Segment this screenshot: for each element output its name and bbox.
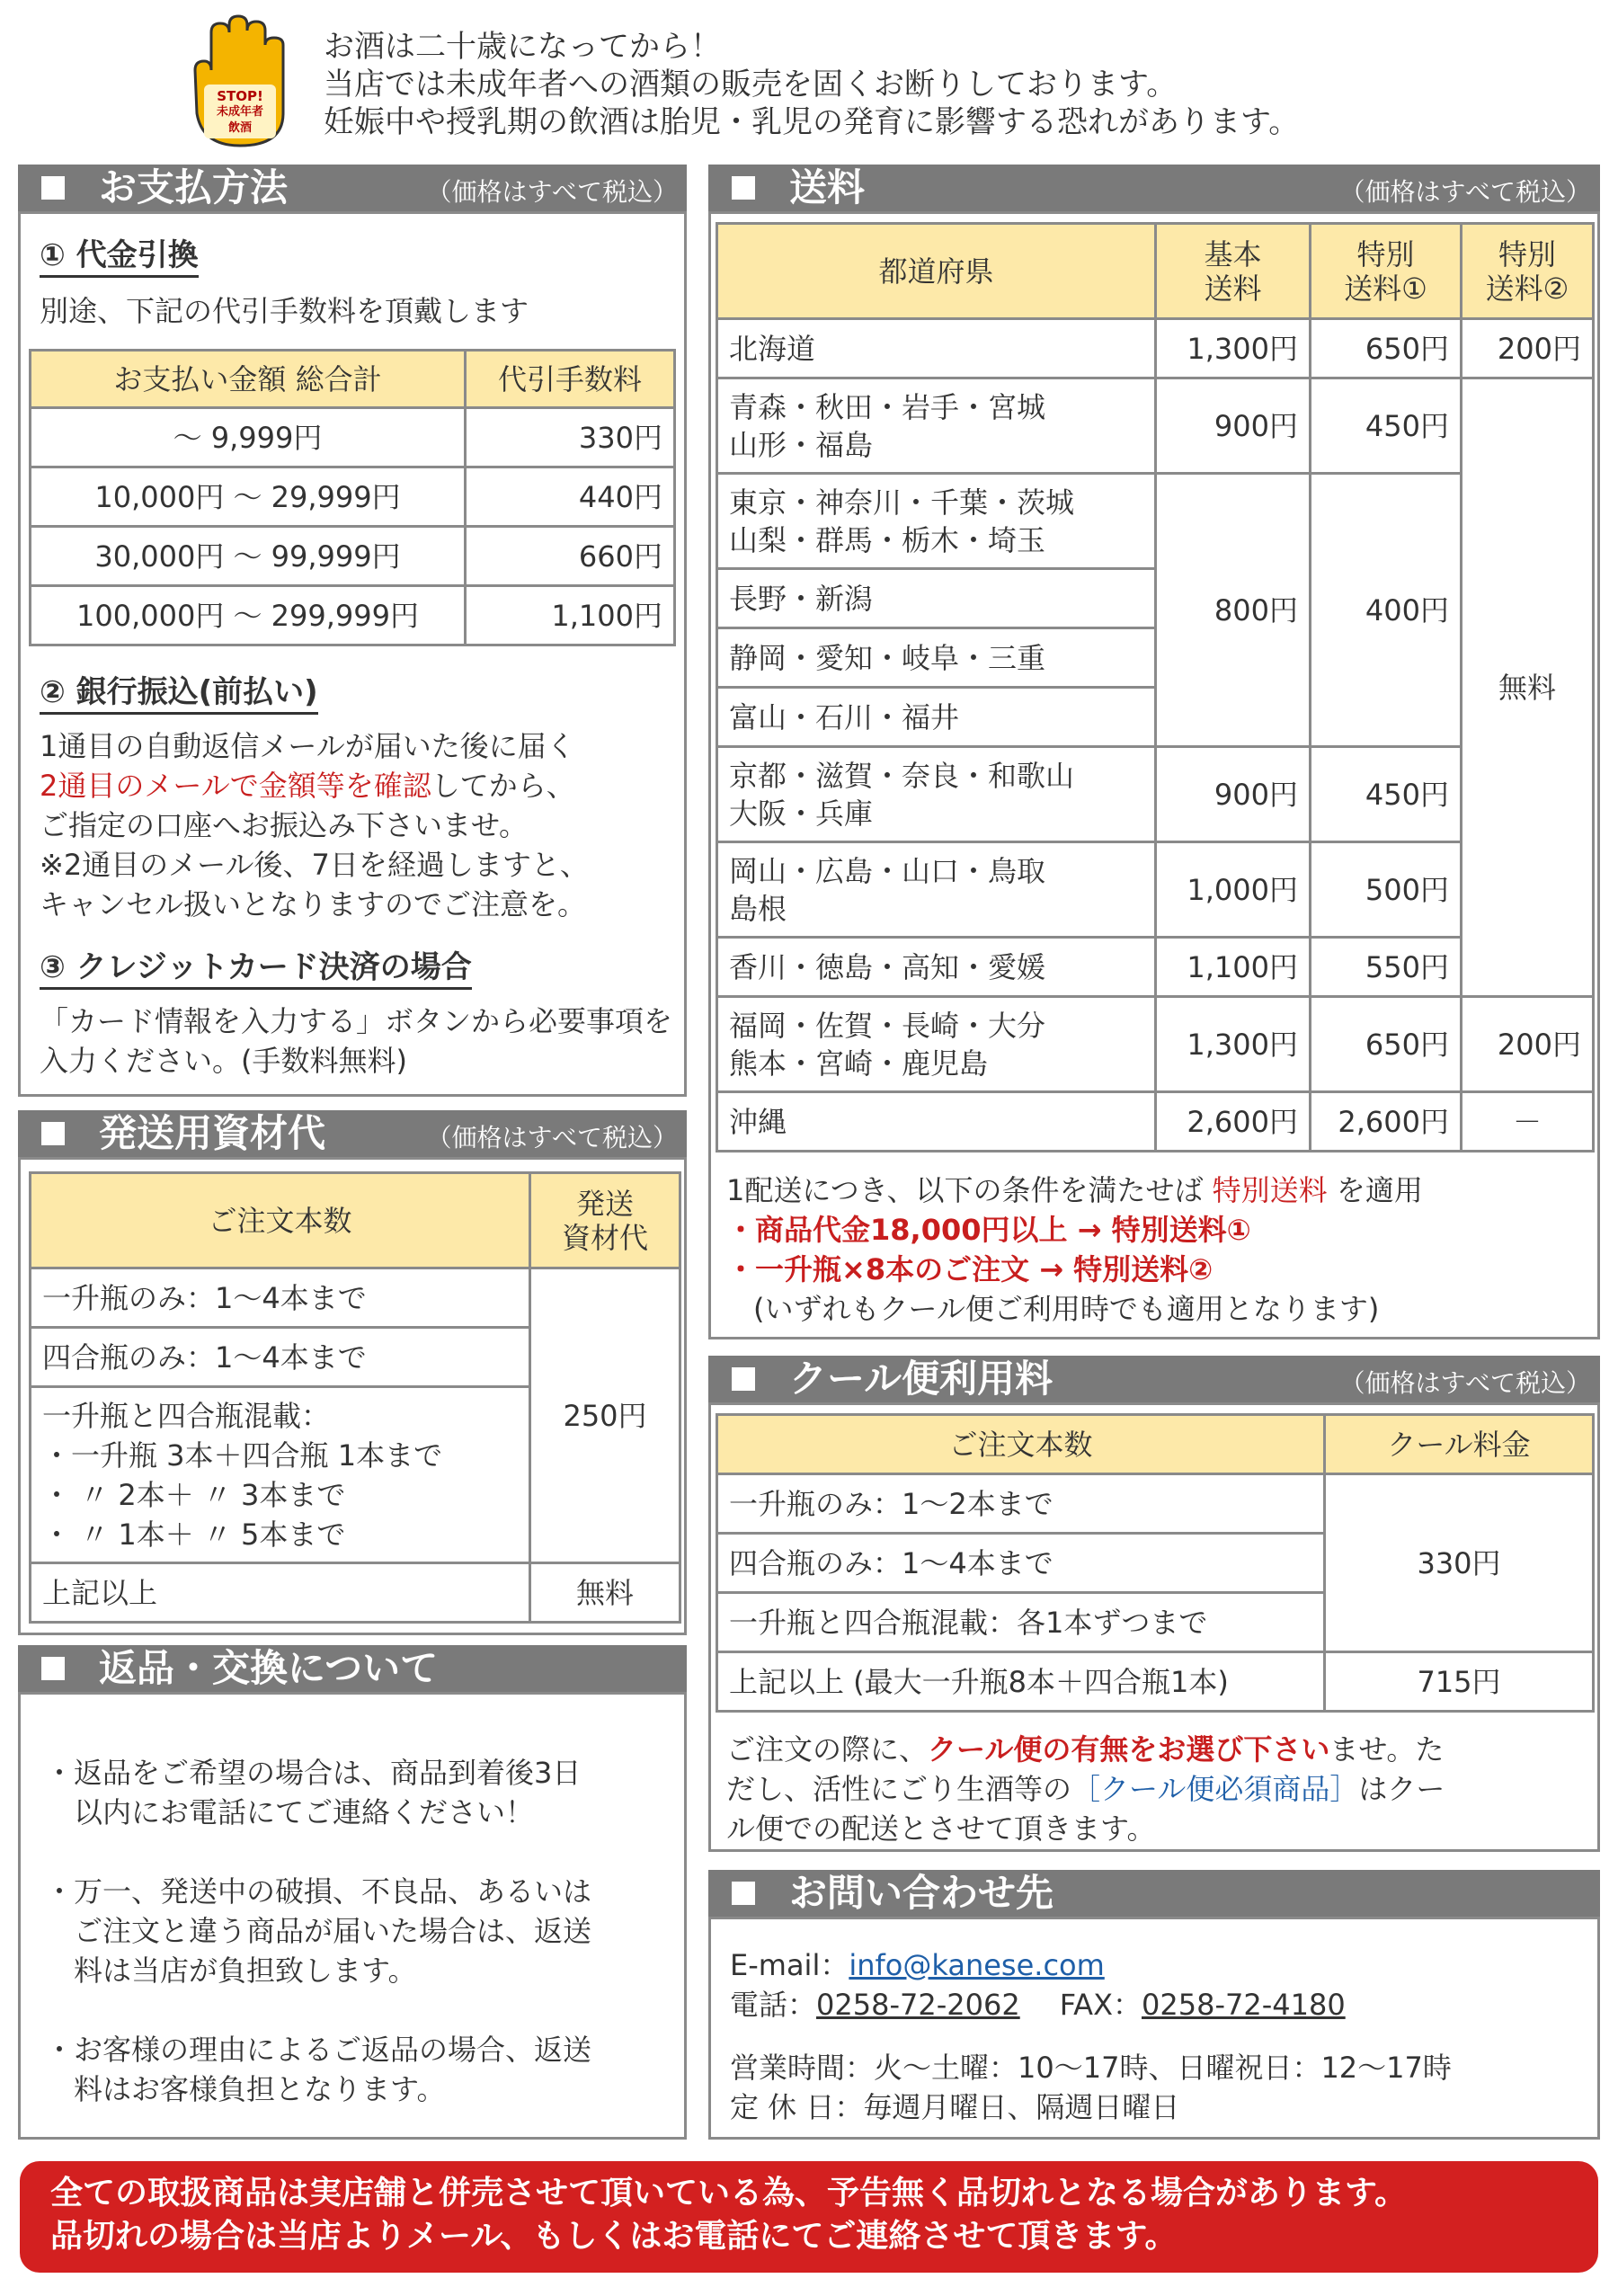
cond-c: を適用 [1336, 1173, 1423, 1207]
cond-b: 特別送料 [1212, 1173, 1328, 1207]
materials-price: 250円 [530, 1268, 680, 1563]
materials-col-price: 発送 資材代 [530, 1173, 680, 1268]
ship-pref-line: 京都・滋賀・奈良・和歌山 [729, 758, 1075, 793]
cool-table [716, 1413, 1595, 1713]
returns-item-2b: ご注文と違う商品が届いた場合は、返送 [74, 1914, 592, 1948]
bank-heading: ② 銀行振込(前払い) [40, 672, 318, 715]
materials-above-price: 無料 [530, 1563, 680, 1623]
tel-link[interactable]: 0258-72-2062 [816, 1988, 1020, 2022]
cool-n1c: ませ。た [1329, 1732, 1445, 1766]
ship-basic: 900円 [1156, 378, 1311, 474]
cod-fee: 330円 [466, 408, 675, 467]
cool-n1b: クール便の有無をお選び下さい [928, 1732, 1330, 1766]
cod-fee: 440円 [466, 467, 675, 527]
ship-pref-line: 島根 [729, 891, 787, 926]
notice-line-1: 全ての取扱商品は実店舗と併売させて頂いている為、予告無く品切れとなる場合があります。 [50, 2175, 1408, 2211]
ship-basic: 1,300円 [1156, 997, 1311, 1092]
contact-hours: 営業時間：火～土曜：10～17時、日曜祝日：12～17時 [730, 2051, 1452, 2085]
bank-line-2-rest: してから、 [431, 769, 575, 803]
ship-basic: 1,100円 [1156, 938, 1311, 997]
cool-note-3: ル便での配送とさせて頂きます。 [726, 1811, 1156, 1846]
cool-n2b[interactable]: ［クール便必須商品］ [1071, 1772, 1359, 1806]
bank-line-5: キャンセル扱いとなりますのでご注意を。 [40, 887, 587, 921]
contact-closed: 定 休 日：毎週月曜日、隔週日曜日 [730, 2090, 1180, 2124]
cool-n2a: だし、活性にごり生酒等の [726, 1772, 1072, 1806]
materials-note: （価格はすべて税込） [426, 1123, 678, 1152]
returns-item-1b: 以内にお電話にてご連絡ください！ [74, 1795, 535, 1829]
ship-pref-line: 東京・神奈川・千葉・茨城 [729, 485, 1075, 520]
materials-row: 四合瓶のみ：1～4本まで [31, 1328, 530, 1387]
payment-note: （価格はすべて税込） [426, 177, 678, 207]
ship-basic: 900円 [1156, 747, 1311, 842]
ship-condition-1: ・商品代金18,000円以上 → 特別送料① [726, 1213, 1251, 1247]
ship-pref [717, 747, 1156, 842]
ship-sp1: 450円 [1311, 378, 1462, 474]
cool-above-price: 715円 [1325, 1652, 1594, 1712]
returns-item-3a: ・お客様の理由によるご返品の場合、返送 [45, 2033, 592, 2067]
contact-header [708, 1870, 1600, 1917]
returns-header [18, 1645, 687, 1692]
ship-sp2: 200円 [1462, 319, 1594, 378]
tel-label: 電話： [730, 1988, 817, 2022]
ship-pref-line: 大阪・兵庫 [729, 796, 874, 831]
ship-sp2-free: 無料 [1462, 378, 1594, 997]
mixed-line: ・一升瓶 3本＋四合瓶 1本まで [42, 1437, 443, 1473]
notice-line-2: 品切れの場合は当店よりメール、もしくはお電話にてご連絡させて頂きます。 [50, 2218, 1178, 2255]
cool-row: 一升瓶のみ：1～2本まで [717, 1474, 1325, 1534]
ship-sp1: 500円 [1311, 842, 1462, 938]
payment-header [18, 165, 687, 211]
cod-col-total: お支払い金額 総合計 [31, 351, 466, 408]
materials-header [18, 1110, 687, 1157]
ship-pref: 香川・徳島・高知・愛媛 [717, 938, 1156, 997]
cool-title: クール便利用料 [789, 1357, 1053, 1401]
ship-basic: 2,600円 [1156, 1092, 1311, 1152]
bank-line-2 [40, 766, 575, 805]
cool-above: 上記以上 (最大一升瓶8本＋四合瓶1本) [717, 1652, 1325, 1712]
ship-pref: 沖縄 [717, 1092, 1156, 1152]
ship-pref [717, 474, 1156, 569]
cool-col-qty: ご注文本数 [717, 1415, 1325, 1474]
materials-row: 一升瓶のみ：1～4本まで [31, 1268, 530, 1328]
cod-desc: 別途、下記の代引手数料を頂戴します [40, 294, 529, 328]
card-heading: ③ クレジットカード決済の場合 [40, 948, 472, 990]
hand-minor-text: 未成年者 [216, 105, 263, 119]
cool-note: （価格はすべて税込） [1339, 1368, 1591, 1398]
email-label: E-mail： [730, 1948, 849, 1982]
materials-above: 上記以上 [31, 1563, 530, 1623]
cod-range: 10,000円 ～ 29,999円 [31, 467, 466, 527]
contact-phone-line [730, 1985, 1346, 2025]
email-link[interactable]: info@kanese.com [849, 1948, 1105, 1982]
ship-sp1: 2,600円 [1311, 1092, 1462, 1152]
bank-line-3: ご指定の口座へお振込み下さいませ。 [40, 808, 529, 842]
ship-col-basic: 基本 送料 [1156, 224, 1311, 319]
contact-email-line [730, 1945, 1105, 1985]
ship-pref-line: 福岡・佐賀・長崎・大分 [729, 1008, 1046, 1043]
returns-item-2c: 料は当店が負担致します。 [74, 1953, 417, 1988]
fax-label: FAX： [1059, 1988, 1142, 2022]
returns-item-1a: ・返品をご希望の場合は、商品到着後3日 [45, 1756, 582, 1790]
returns-item-3b: 料はお客様負担となります。 [74, 2072, 446, 2106]
cool-note-1 [726, 1730, 1444, 1769]
stop-hand-icon [184, 14, 292, 149]
cool-n1a: ご注文の際に、 [726, 1732, 929, 1766]
mixed-line: ・ 〃 1本＋ 〃 5本まで [42, 1517, 346, 1552]
mixed-line: ・ 〃 2本＋ 〃 3本まで [42, 1477, 346, 1512]
returns-title: 返品・交換について [99, 1646, 439, 1690]
ship-col-pref: 都道府県 [717, 224, 1156, 319]
bank-confirm-red: 2通目のメールで金額等を確認 [40, 769, 431, 803]
card-line-1: 「カード情報を入力する」ボタンから必要事項を [40, 1004, 673, 1038]
materials-title: 発送用資材代 [99, 1111, 326, 1155]
ship-pref: 長野・新潟 [717, 569, 1156, 628]
warning-line-2: 当店では未成年者への酒類の販売を固くお断りしております。 [324, 67, 1178, 102]
ship-sp1: 550円 [1311, 938, 1462, 997]
ship-pref [717, 997, 1156, 1092]
shipping-header [708, 165, 1600, 211]
cod-fee: 1,100円 [466, 586, 675, 645]
hand-stop-text: STOP! [217, 88, 263, 104]
mixed-line: 一升瓶と四合瓶混載： [42, 1398, 331, 1433]
cool-header [708, 1356, 1600, 1402]
shipping-note: （価格はすべて税込） [1339, 177, 1591, 207]
cod-heading: ① 代金引換 [40, 236, 199, 278]
warning-line-3: 妊娠中や授乳期の飲酒は胎児・乳児の発育に影響する恐れがあります。 [324, 104, 1300, 140]
cond-a: 1配送につき、以下の条件を満たせば [726, 1173, 1204, 1207]
ship-pref-line: 山形・福島 [729, 427, 874, 462]
cod-range: 30,000円 ～ 99,999円 [31, 527, 466, 586]
shipping-title: 送料 [789, 165, 866, 209]
ship-sp1: 450円 [1311, 747, 1462, 842]
card-line-2: 入力ください。(手数料無料) [40, 1044, 407, 1078]
warning-line-1: お酒は二十歳になってから！ [324, 29, 721, 65]
cool-n2c: はクー [1358, 1772, 1445, 1806]
ship-pref: 静岡・愛知・岐阜・三重 [717, 628, 1156, 688]
ship-sp1: 650円 [1311, 997, 1462, 1092]
cool-price: 330円 [1325, 1474, 1594, 1652]
materials-table [29, 1171, 681, 1624]
ship-pref-line: 山梨・群馬・栃木・埼玉 [729, 522, 1046, 557]
ship-sp1-merged: 400円 [1311, 474, 1462, 747]
ship-pref-line: 熊本・宮崎・鹿児島 [729, 1046, 989, 1081]
shipping-table [716, 222, 1595, 1152]
cod-col-fee: 代引手数料 [466, 351, 675, 408]
ship-col-sp1: 特別 送料① [1311, 224, 1462, 319]
materials-col-qty: ご注文本数 [31, 1173, 530, 1268]
ship-pref [717, 378, 1156, 474]
cod-fee-table [29, 349, 676, 646]
cool-col-price: クール料金 [1325, 1415, 1594, 1474]
cod-range: ～ 9,999円 [31, 408, 466, 467]
materials-mixed [31, 1387, 530, 1563]
bank-line-4: ※2通目のメール後、7日を経過しますと、 [40, 848, 589, 882]
fax-number: 0258-72-4180 [1142, 1988, 1346, 2022]
cod-fee: 660円 [466, 527, 675, 586]
ship-basic-merged: 800円 [1156, 474, 1311, 747]
returns-item-2a: ・万一、発送中の破損、不良品、あるいは [45, 1874, 592, 1909]
ship-pref: 富山・石川・福井 [717, 688, 1156, 747]
ship-pref-line: 岡山・広島・山口・鳥取 [729, 853, 1046, 888]
hand-drink-text: 飲酒 [227, 121, 252, 135]
ship-pref [717, 842, 1156, 938]
ship-pref: 北海道 [717, 319, 1156, 378]
ship-pref-line: 青森・秋田・岩手・宮城 [729, 389, 1046, 424]
cod-range: 100,000円 ～ 299,999円 [31, 586, 466, 645]
ship-sp2: 200円 [1462, 997, 1594, 1092]
payment-title: お支払方法 [99, 165, 289, 209]
ship-condition-intro [726, 1170, 1423, 1210]
ship-condition-3: (いずれもクール便ご利用時でも適用となります) [753, 1292, 1380, 1326]
ship-basic: 1,300円 [1156, 319, 1311, 378]
ship-sp1: 650円 [1311, 319, 1462, 378]
stock-notice-banner [20, 2161, 1598, 2273]
ship-condition-2: ・一升瓶×8本のご注文 → 特別送料② [726, 1252, 1214, 1286]
cool-row: 一升瓶と四合瓶混載：各1本ずつまで [717, 1593, 1325, 1652]
ship-basic: 1,000円 [1156, 842, 1311, 938]
cool-note-2 [726, 1769, 1445, 1809]
bank-line-1: 1通目の自動返信メールが届いた後に届く [40, 729, 575, 763]
ship-col-sp2: 特別 送料② [1462, 224, 1594, 319]
ship-sp2: － [1462, 1092, 1594, 1152]
contact-title: お問い合わせ先 [789, 1871, 1054, 1915]
cool-row: 四合瓶のみ：1～4本まで [717, 1534, 1325, 1593]
